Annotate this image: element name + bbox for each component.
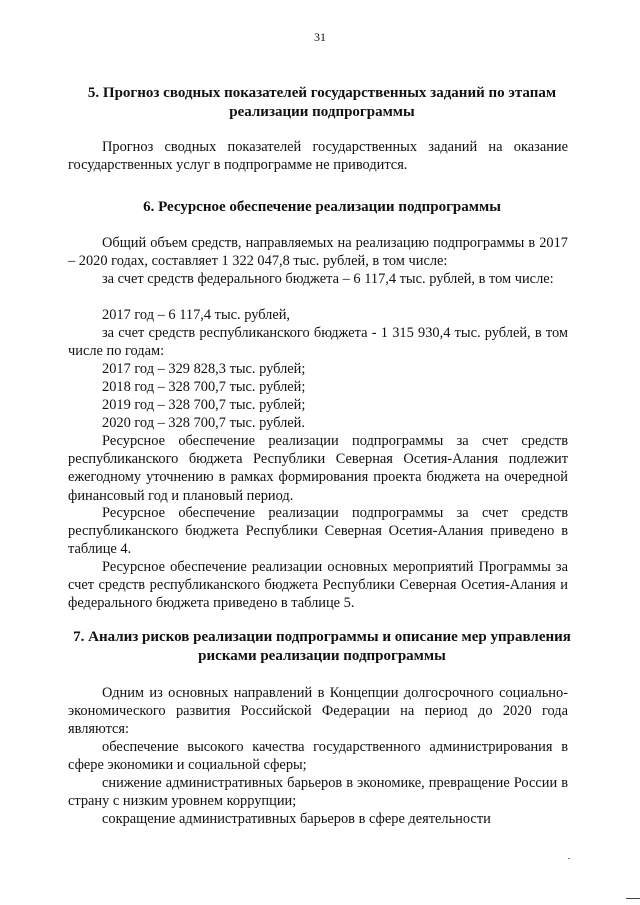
republic-year-2018: 2018 год – 328 700,7 тыс. рублей; — [102, 379, 306, 395]
section-5-body: Прогноз сводных показателей государственных заданий на оказание государственных услуг в подпрограмме не приводится. — [68, 139, 568, 174]
republic-year-2019: 2019 год – 328 700,7 тыс. рублей; — [102, 397, 306, 413]
section-6-annual-adjustment: Ресурсное обеспечение реализации подпрограммы за счет средств республиканского бюджета Республики Северная Осетия-Алания подлежит ежегодному уточнению в рамках формирования проекта бюджета на очередной финансовый год и плановый период. — [68, 433, 568, 504]
section-7-title: 7. Анализ рисков реализации подпрограммы и описание мер управления рисками реализации подпрограммы — [73, 629, 571, 664]
page-number: 31 — [314, 30, 326, 44]
section-6-republic: за счет средств республиканского бюджета - 1 315 930,4 тыс. рублей, в том числе по годам: — [68, 325, 568, 360]
section-6-federal: за счет средств федерального бюджета – 6 117,4 тыс. рублей, в том числе: — [102, 271, 554, 287]
section-6-table5: Ресурсное обеспечение реализации основных мероприятий Программы за счет средств республиканского бюджета Республики Северная Осетия-Алания и федерального бюджета приведено в таблице 5. — [68, 559, 568, 612]
scan-edge-mark — [626, 898, 640, 899]
federal-year-2017: 2017 год – 6 117,4 тыс. рублей, — [102, 307, 291, 323]
scan-speck — [568, 858, 570, 859]
section-7-item-1: обеспечение высокого качества государственного администрирования в сфере экономики и социальной сферы; — [68, 739, 568, 774]
republic-year-2020: 2020 год – 328 700,7 тыс. рублей. — [102, 415, 305, 431]
section-5-title: 5. Прогноз сводных показателей государственных заданий по этапам реализации подпрограммы — [87, 85, 557, 120]
section-6-total: Общий объем средств, направляемых на реализацию подпрограммы в 2017 – 2020 годах, составляет 1 322 047,8 тыс. рублей, в том числе: — [68, 235, 568, 270]
section-7-intro: Одним из основных направлений в Концепции долгосрочного социально-экономического развития Российской Федерации на период до 2020 года являются: — [68, 685, 568, 738]
section-7-item-3: сокращение административных барьеров в сфере деятельности — [102, 811, 491, 827]
republic-year-2017: 2017 год – 329 828,3 тыс. рублей; — [102, 361, 306, 377]
section-6-table4: Ресурсное обеспечение реализации подпрограммы за счет средств республиканского бюджета Республики Северная Осетия-Алания приведено в таблице 4. — [68, 505, 568, 558]
section-7-item-2: снижение административных барьеров в экономике, превращение России в страну с низким уровнем коррупции; — [68, 775, 568, 810]
section-6-title: 6. Ресурсное обеспечение реализации подпрограммы — [143, 199, 501, 215]
